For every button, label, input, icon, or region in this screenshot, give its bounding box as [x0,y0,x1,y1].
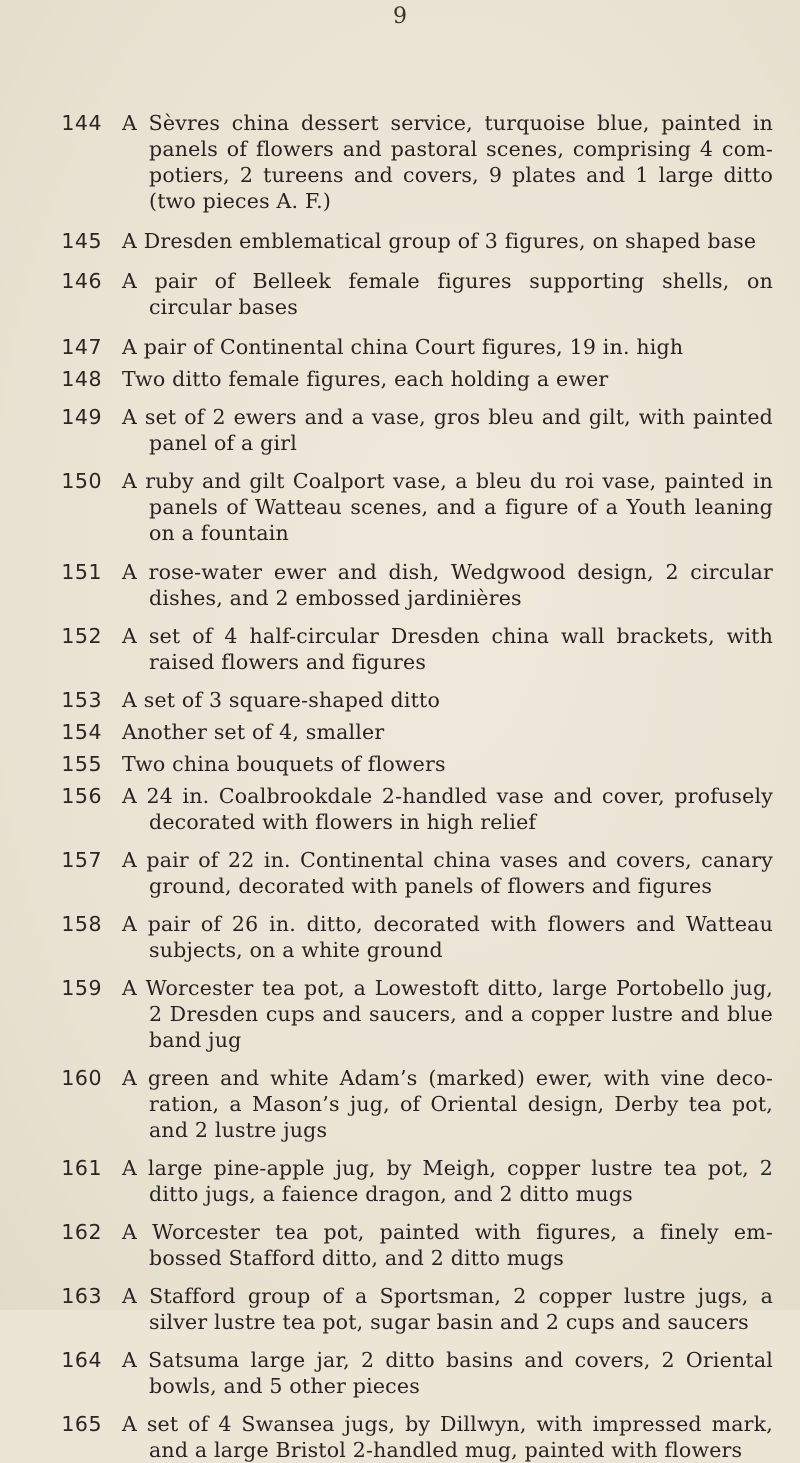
lot-number: 159 [61,976,102,1000]
lot-entry [0,687,800,713]
lot-number: 165 [61,1412,102,1436]
lot-number: 145 [61,229,102,253]
lot-description: A pair of 22 in. Continental china vases and covers, canary ground, decorated with panels of flowers and figures [122,848,773,898]
lot-description: A green and white Adam’s (marked) ewer, with vine deco- ration, a Mason’s jug, of Oriental design, Derby tea pot, and 2 lustre jugs [122,1066,773,1142]
lot-description: A pair of Belleek female figures supporting shells, on circular bases [122,269,773,319]
lot-number: 163 [61,1284,102,1308]
lot-entry [0,1347,800,1399]
lot-entry [0,334,800,360]
lot-number: 144 [61,111,102,135]
lot-number: 152 [61,624,102,648]
lot-entry [0,1155,800,1207]
lot-number: 161 [61,1156,102,1180]
lot-entry [0,468,800,546]
lot-description: A set of 4 Swansea jugs, by Dillwyn, with impressed mark, and a large Bristol 2-handled mug, painted with flowers [122,1412,773,1462]
lot-description: A Worcester tea pot, painted with figures, a finely em- bossed Stafford ditto, and 2 ditto mugs [122,1220,773,1270]
lot-entry [0,110,800,214]
page-number: 9 [393,4,407,29]
lot-description: A ruby and gilt Coalport vase, a bleu du roi vase, painted in panels of Watteau scenes, and a figure of a Youth leaning on a fountain [122,469,773,545]
lot-description: A Sèvres china dessert service, turquoise blue, painted in panels of flowers and pastoral scenes, comprising 4 com- potiers, 2 tureens and covers, 9 plates and 1 large ditto (two pieces A. F.) [122,111,773,213]
lot-entry [0,911,800,963]
lot-entry [0,366,800,392]
lot-description: A pair of Continental china Court figures, 19 in. high [122,335,684,359]
lot-description: A Satsuma large jar, 2 ditto basins and covers, 2 Oriental bowls, and 5 other pieces [122,1348,773,1398]
lot-entry [0,719,800,745]
lot-description: A 24 in. Coalbrookdale 2-handled vase and cover, profusely decorated with flowers in high relief [122,784,773,834]
lot-number: 156 [61,784,102,808]
lot-entry [0,623,800,675]
lot-description: A set of 2 ewers and a vase, gros bleu and gilt, with painted panel of a girl [122,405,773,455]
lot-number: 146 [61,269,102,293]
lot-entry [0,783,800,835]
lot-description: A pair of 26 in. ditto, decorated with flowers and Watteau subjects, on a white ground [122,912,773,962]
lot-entry [0,268,800,320]
lot-entry [0,404,800,456]
lot-number: 164 [61,1348,102,1372]
lot-description: A set of 3 square-shaped ditto [122,688,440,712]
lot-description: Two china bouquets of flowers [122,752,446,776]
lot-number: 150 [61,469,102,493]
lot-description: A rose-water ewer and dish, Wedgwood design, 2 circular dishes, and 2 embossed jardinières [122,560,773,610]
lot-entry [0,847,800,899]
lot-entry [0,1219,800,1271]
lot-number: 154 [61,720,102,744]
lot-number: 157 [61,848,102,872]
lot-entry [0,751,800,777]
lot-number: 153 [61,688,102,712]
lot-description: A large pine-apple jug, by Meigh, copper lustre tea pot, 2 ditto jugs, a faience dragon, and 2 ditto mugs [122,1156,773,1206]
lot-number: 162 [61,1220,102,1244]
lot-description: A Dresden emblematical group of 3 figures, on shaped base [122,229,757,253]
lot-description: A set of 4 half-circular Dresden china wall brackets, with raised flowers and figures [122,624,773,674]
lot-description: A Stafford group of a Sportsman, 2 copper lustre jugs, a silver lustre tea pot, sugar basin and 2 cups and saucers [122,1284,773,1334]
lot-number: 155 [61,752,102,776]
lot-entry [0,228,800,254]
lot-entry [0,559,800,611]
lot-entry [0,1283,800,1335]
lot-description: A Worcester tea pot, a Lowestoft ditto, large Portobello jug, 2 Dresden cups and saucers, and a copper lustre and blue band jug [122,976,773,1052]
lot-number: 147 [61,335,102,359]
lot-entry [0,1065,800,1143]
lot-number: 149 [61,405,102,429]
lot-entry [0,1411,800,1463]
lot-description: Another set of 4, smaller [122,720,385,744]
lot-number: 148 [61,367,102,391]
lot-list [0,110,800,1463]
lot-entry [0,975,800,1053]
lot-number: 158 [61,912,102,936]
lot-number: 151 [61,560,102,584]
lot-description: Two ditto female figures, each holding a ewer [122,367,609,391]
lot-number: 160 [61,1066,102,1090]
